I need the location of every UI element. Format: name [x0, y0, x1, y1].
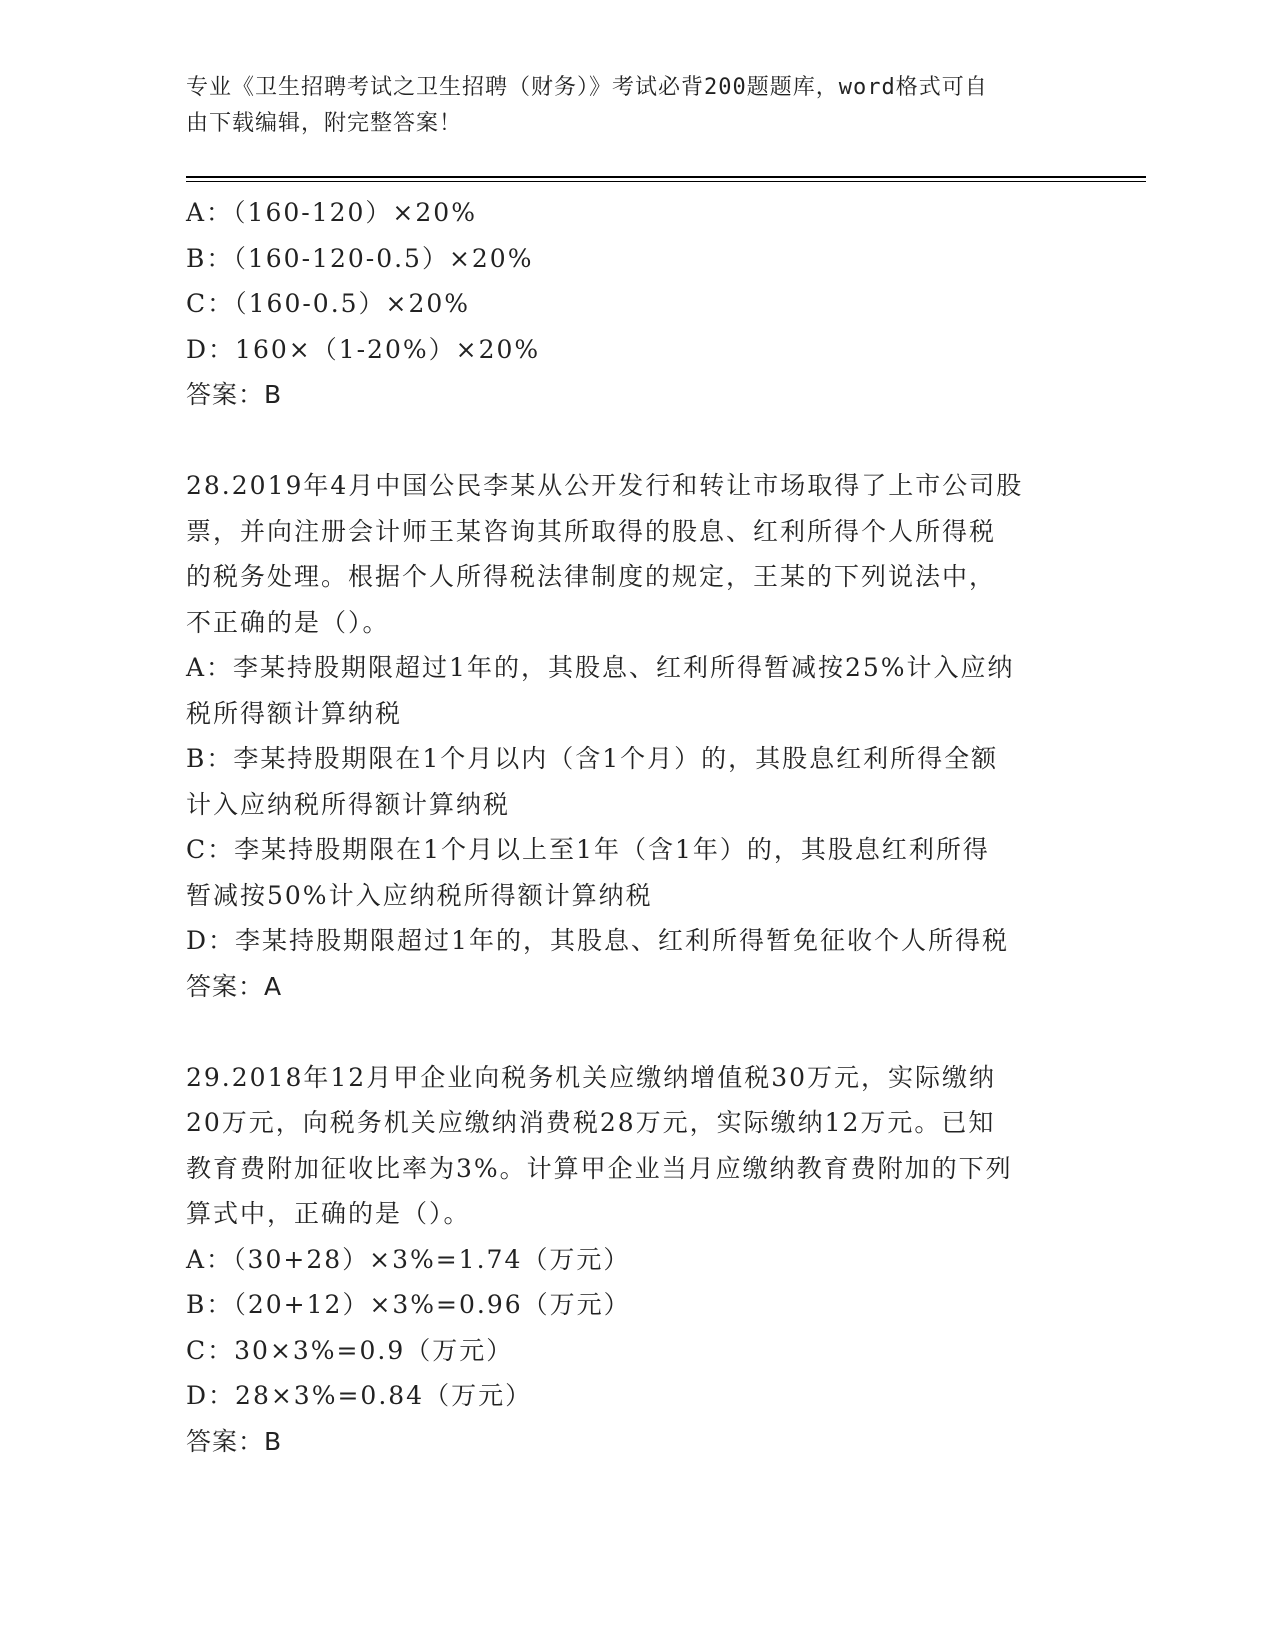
question-29: [186, 1055, 1086, 1465]
option-a-cont: 税所得额计算纳税: [186, 698, 403, 728]
document-body: [186, 190, 1086, 1464]
option-b: B：李某持股期限在1个月以内（含1个月）的，其股息红利所得全额: [186, 744, 999, 773]
option-c: C：30×3%=0.9（万元）: [186, 1335, 514, 1365]
question-stem-line: 的税务处理。根据个人所得税法律制度的规定，王某的下列说法中，: [186, 562, 997, 591]
question-28: [186, 463, 1086, 1009]
question-stem-line: 28.2019年4月中国公民李某从公开发行和转让市场取得了上市公司股: [186, 471, 1024, 500]
spacer: [186, 1009, 1086, 1055]
option-a: A：（160-120）×20%: [186, 198, 477, 227]
option-b: B：（20+12）×3%=0.96（万元）: [186, 1290, 631, 1319]
option-d: D：李某持股期限超过1年的，其股息、红利所得暂免征收个人所得税: [186, 926, 1009, 955]
question-stem-line: 算式中，正确的是（）。: [186, 1199, 471, 1228]
option-a: A：（30+28）×3%=1.74（万元）: [186, 1244, 631, 1274]
option-b: B：（160-120-0.5）×20%: [186, 243, 534, 273]
option-d: D：28×3%=0.84（万元）: [186, 1381, 533, 1410]
option-a: A：李某持股期限超过1年的，其股息、红利所得暂减按25%计入应纳: [186, 653, 1015, 682]
option-c: C：李某持股期限在1个月以上至1年（含1年）的，其股息红利所得: [186, 835, 990, 864]
question-27: [186, 190, 1086, 418]
option-d: D：160×（1-20%）×20%: [186, 334, 541, 364]
header-divider-thick: [186, 176, 1146, 178]
document-header: [186, 70, 1066, 142]
option-c: C：（160-0.5）×20%: [186, 289, 471, 318]
question-stem-line: 20万元，向税务机关应缴纳消费税28万元，实际缴纳12万元。已知: [186, 1108, 996, 1137]
answer: 答案：A: [186, 971, 283, 1001]
question-stem-line: 29.2018年12月甲企业向税务机关应缴纳增值税30万元，实际缴纳: [186, 1062, 997, 1092]
header-line-1: 专业《卫生招聘考试之卫生招聘（财务）》考试必背200题题库，word格式可自: [186, 75, 988, 100]
answer: 答案：B: [186, 380, 283, 409]
answer: 答案：B: [186, 1426, 283, 1456]
question-stem-line: 不正确的是（）。: [186, 607, 390, 637]
question-stem-line: 票，并向注册会计师王某咨询其所取得的股息、红利所得个人所得税: [186, 516, 997, 546]
header-divider-thin: [186, 181, 1146, 182]
option-b-cont: 计入应纳税所得额计算纳税: [186, 789, 511, 819]
header-line-2: 由下载编辑，附完整答案！: [186, 111, 463, 136]
option-c-cont: 暂减按50%计入应纳税所得额计算纳税: [186, 880, 653, 910]
spacer: [186, 418, 1086, 464]
question-stem-line: 教育费附加征收比率为3%。计算甲企业当月应缴纳教育费附加的下列: [186, 1153, 1013, 1183]
